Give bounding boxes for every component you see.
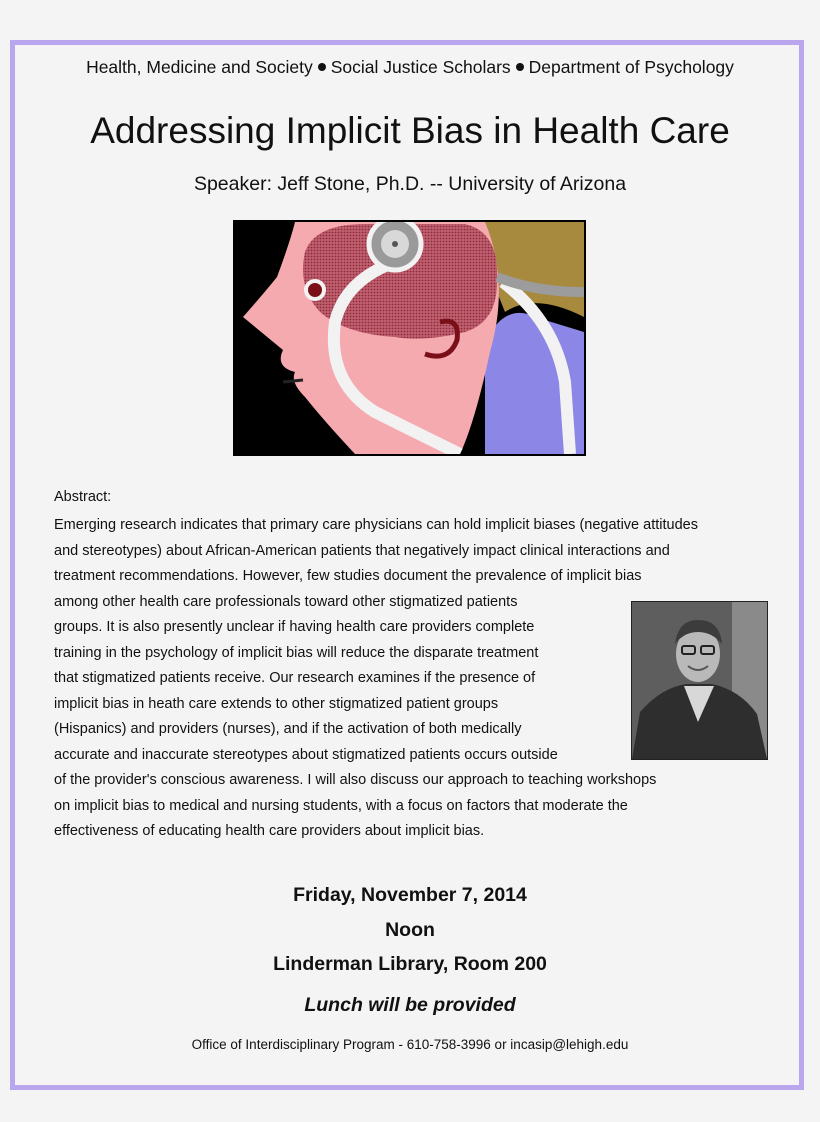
bullet-icon <box>516 63 524 71</box>
abstract-line: among other health care professionals toward other stigmatized patients <box>54 593 518 610</box>
event-date: Friday, November 7, 2014 <box>293 884 527 906</box>
poster-title: Addressing Implicit Bias in Health Care <box>90 110 730 151</box>
abstract-line: Emerging research indicates that primary care physicians can hold implicit biases (negative attitudes <box>54 517 698 533</box>
chestpiece-center <box>392 241 398 247</box>
abstract-line: of the provider's conscious awareness. I will also discuss our approach to teaching workshops <box>54 772 657 788</box>
abstract-line: groups. It is also presently unclear if having health care providers complete <box>54 619 535 635</box>
lunch-note: Lunch will be provided <box>304 994 516 1016</box>
abstract-line: effectiveness of educating health care providers about implicit bias. <box>54 823 485 839</box>
sponsor-1: Health, Medicine and Society <box>86 57 313 77</box>
sponsor-2: Social Justice Scholars <box>330 57 511 77</box>
speaker-line: Speaker: Jeff Stone, Ph.D. -- University of Arizona <box>193 173 627 195</box>
abstract-line: and stereotypes) about African-American patients that negatively impact clinical interactions and <box>54 542 670 559</box>
abstract-line: training in the psychology of implicit bias will reduce the disparate treatment <box>54 644 539 661</box>
brain-stethoscope-illustration <box>233 220 586 456</box>
bullet-icon <box>318 63 326 71</box>
sponsor-3: Department of Psychology <box>528 57 734 77</box>
speaker-photo <box>631 601 768 760</box>
event-location: Linderman Library, Room 200 <box>273 953 547 975</box>
abstract-line: treatment recommendations. However, few studies document the prevalence of implicit bias <box>54 568 642 584</box>
abstract-line: implicit bias in heath care extends to other stigmatized patient groups <box>54 695 499 712</box>
sponsor-line <box>0 57 820 78</box>
contact-line: Office of Interdisciplinary Program - 610-758-3996 or incasip@lehigh.edu <box>191 1037 629 1052</box>
abstract-line: that stigmatized patients receive. Our research examines if the presence of <box>54 670 536 686</box>
event-time: Noon <box>385 919 435 941</box>
abstract-line: (Hispanics) and providers (nurses), and if the activation of both medically <box>54 721 522 737</box>
mouth-line <box>283 380 303 382</box>
abstract-line: accurate and inaccurate stereotypes about stigmatized patients occurs outside <box>54 746 558 763</box>
earpiece <box>306 281 324 299</box>
abstract-label: Abstract: <box>54 489 112 505</box>
abstract-line: on implicit bias to medical and nursing students, with a focus on factors that moderate the <box>54 797 628 814</box>
